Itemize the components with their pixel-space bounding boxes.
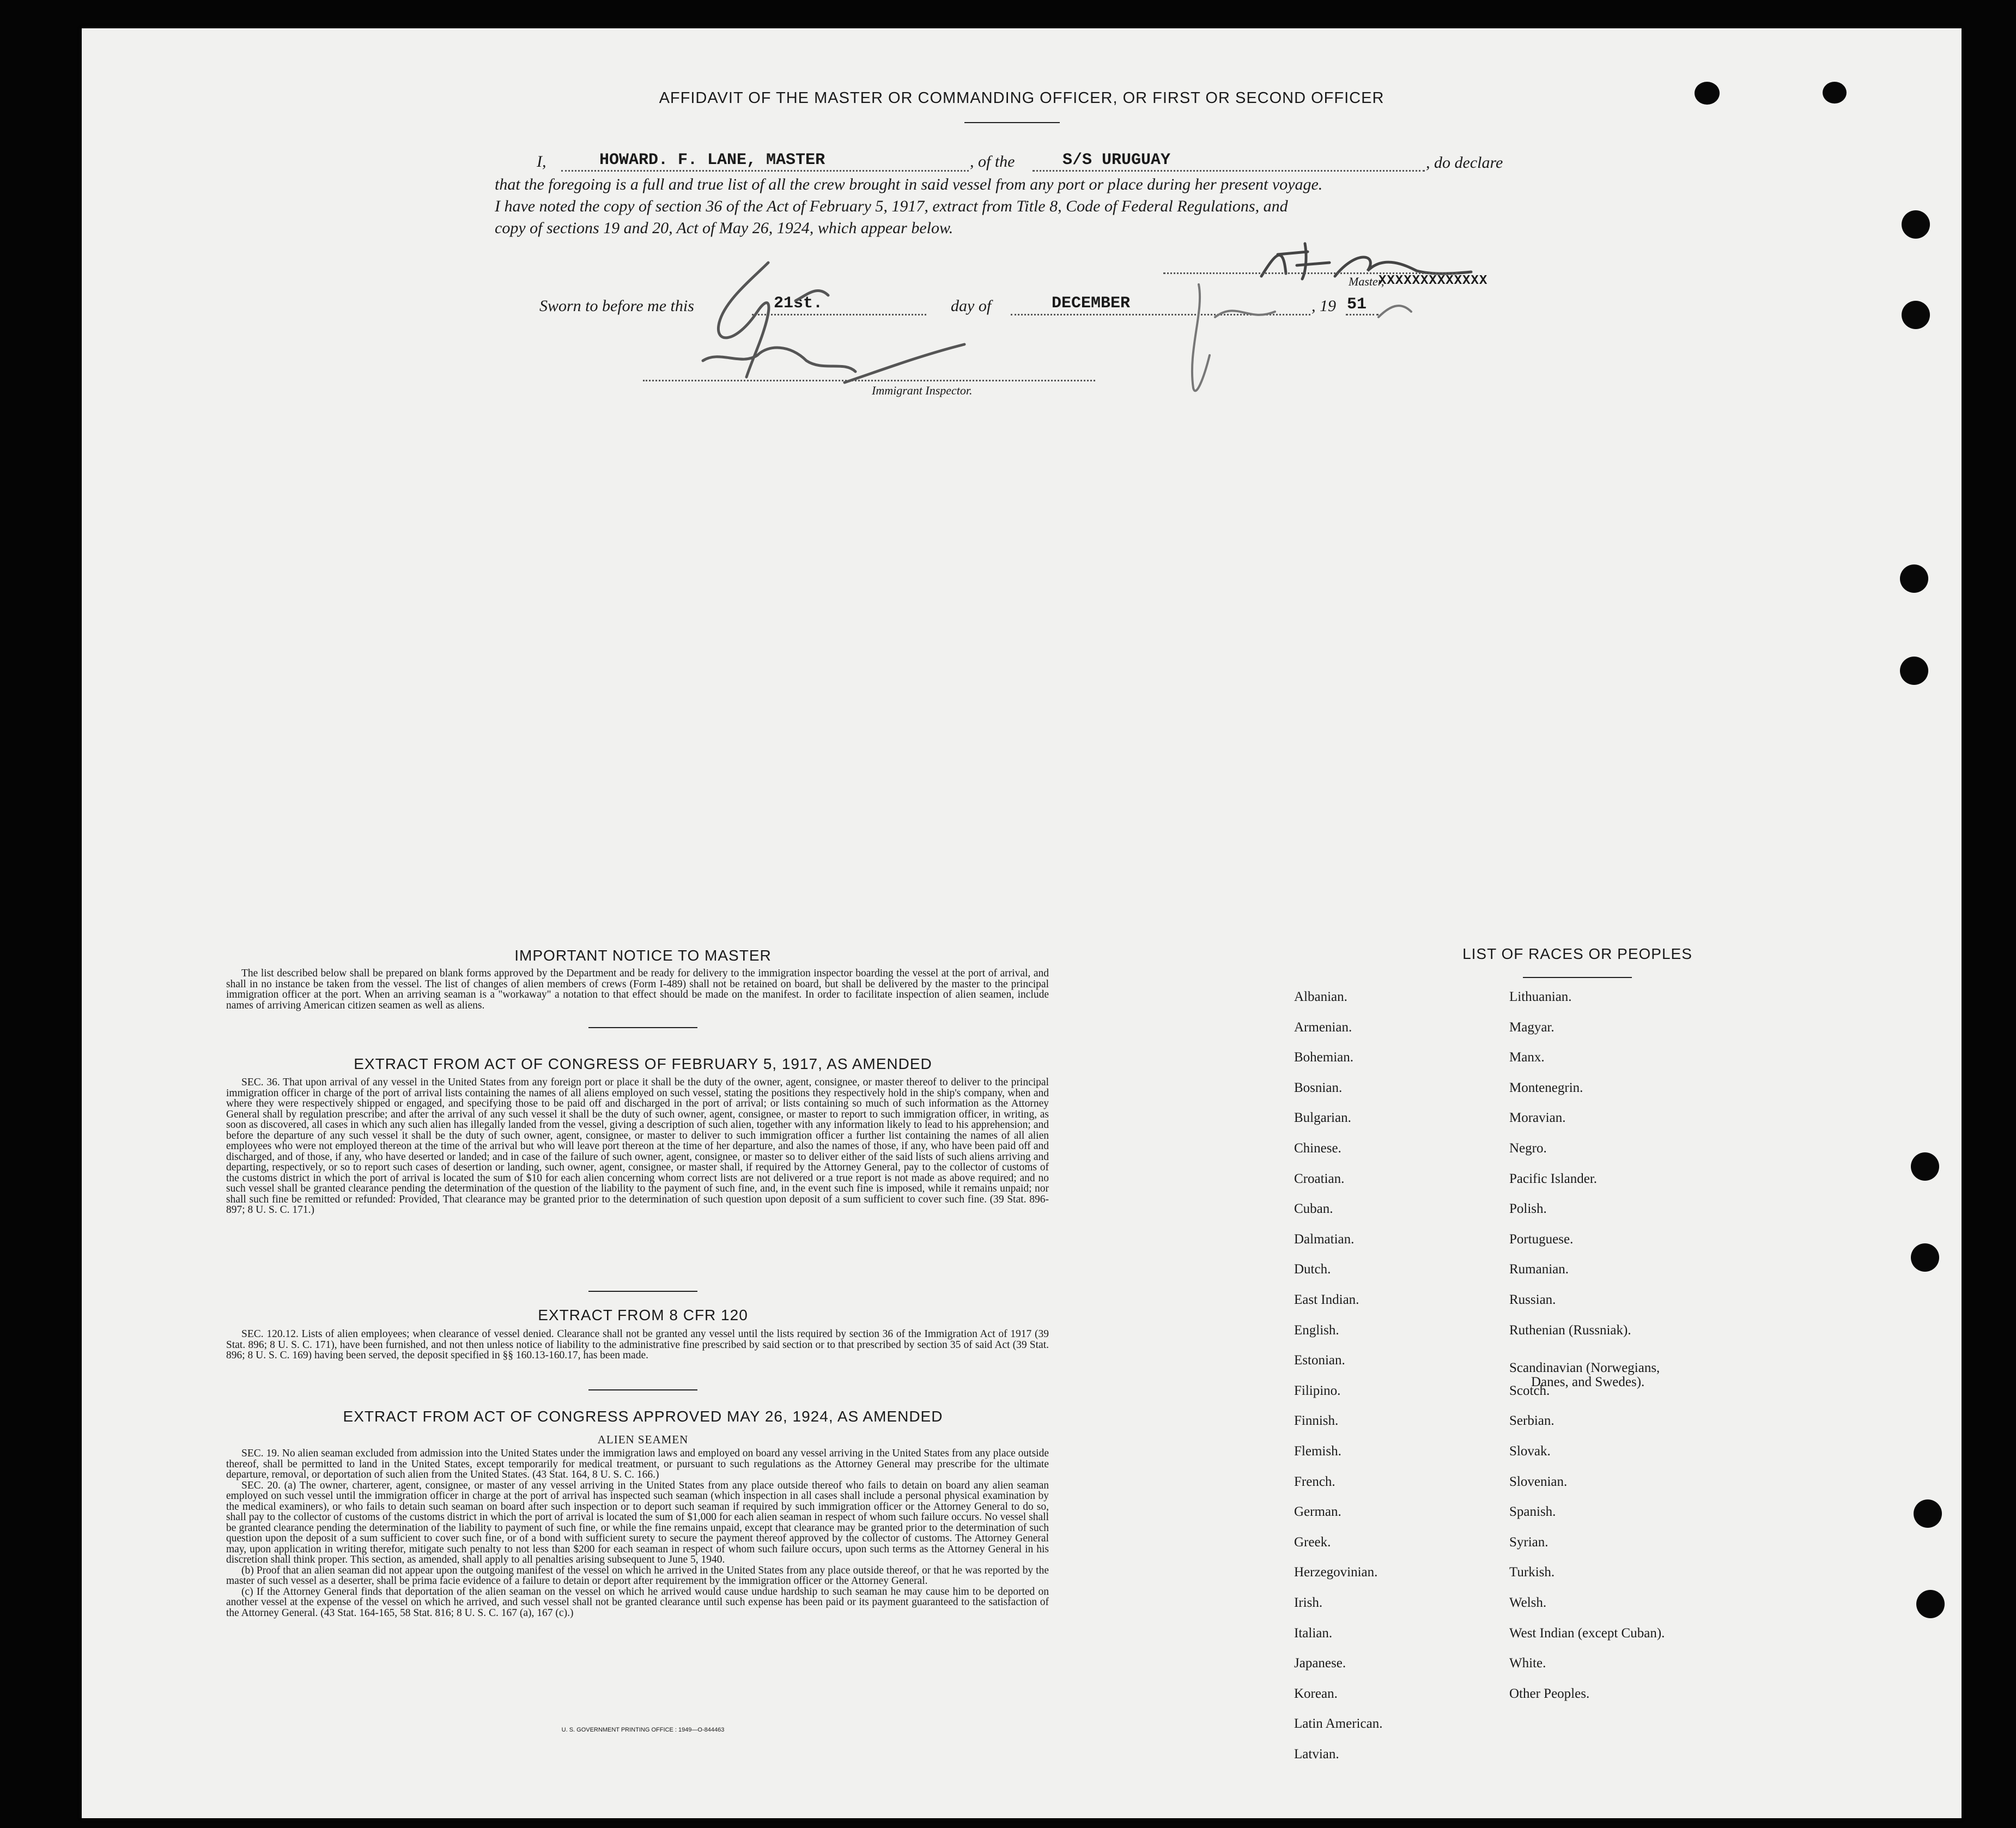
- extract-1917-title: EXTRACT FROM ACT OF CONGRESS OF FEBRUARY 5, 1917, AS AMENDED: [354, 1055, 932, 1072]
- master-name-field: HOWARD. F. LANE, MASTER: [599, 151, 825, 169]
- race-item: Scandinavian (Norwegians,: [1509, 1361, 1660, 1376]
- punch-hole: [1902, 301, 1930, 329]
- sec-20b: (b) Proof that an alien seaman did not appear upon the outgoing manifest of the vessel on which he arrived in the United States from any place outside thereof, or that he was reported by the master of such vessel as a deserter, shall be prima facie evidence of a failure to detain or deport after requirement by the immigration officer or the Attorney General.: [226, 1564, 1049, 1587]
- document-page: [82, 28, 1962, 1818]
- race-item: Ruthenian (Russniak).: [1509, 1322, 1631, 1338]
- do-declare-label: , do declare: [1426, 154, 1503, 172]
- race-item: Croatian.: [1294, 1171, 1345, 1186]
- race-item: Polish.: [1509, 1201, 1547, 1217]
- extract-1924-text: [226, 1448, 1049, 1618]
- race-item: Latvian.: [1294, 1747, 1339, 1762]
- race-item: English.: [1294, 1322, 1339, 1338]
- race-item: Russian.: [1509, 1292, 1556, 1307]
- punch-hole: [1823, 82, 1847, 104]
- vessel-underline: [1033, 170, 1425, 172]
- cfr-text: SEC. 120.12. Lists of alien employees; when clearance of vessel denied. Clearance shall not be granted any vessel until the lists required by section 36 of the Immigration Act of 1917 (39 Stat. 896; 8 U. S. C. 171), have been furnished, and not then unless notice of liability to the administrative fine prescribed by said section or to that prescribed by section 35 of said Act (39 Stat. 896; 8 U. S. C. 169) having been served, the deposit specified in §§ 160.13-160.17, has been made.: [226, 1328, 1049, 1361]
- race-item: Chinese.: [1294, 1141, 1341, 1156]
- affidavit-title: AFFIDAVIT OF THE MASTER OR COMMANDING OFFICER, OR FIRST OR SECOND OFFICER: [659, 89, 1385, 107]
- day-field: 21st.: [774, 294, 823, 313]
- race-item: Cuban.: [1294, 1201, 1333, 1217]
- race-item: Herzegovinian.: [1294, 1565, 1378, 1580]
- race-item: Filipino.: [1294, 1383, 1341, 1398]
- race-item: Danes, and Swedes).: [1531, 1375, 1645, 1390]
- race-item: German.: [1294, 1504, 1341, 1520]
- i-label: I,: [537, 153, 546, 171]
- title-divider: [964, 122, 1060, 123]
- master-label: Master,: [1349, 275, 1385, 288]
- cfr-title: EXTRACT FROM 8 CFR 120: [538, 1307, 748, 1323]
- declaration-line-4: copy of sections 19 and 20, Act of May 26, 1924, which appear below.: [495, 219, 954, 237]
- race-item: Latin American.: [1294, 1716, 1383, 1732]
- race-item: Flemish.: [1294, 1444, 1341, 1459]
- punch-hole: [1695, 82, 1720, 105]
- punch-hole: [1902, 210, 1930, 239]
- race-item: Manx.: [1509, 1050, 1545, 1065]
- race-item: Welsh.: [1509, 1595, 1547, 1610]
- race-item: Spanish.: [1509, 1504, 1556, 1520]
- punch-hole: [1911, 1243, 1939, 1272]
- race-item: Syrian.: [1509, 1534, 1549, 1550]
- punch-hole: [1900, 657, 1928, 685]
- race-item: Slovenian.: [1509, 1474, 1568, 1489]
- race-item: French.: [1294, 1474, 1335, 1489]
- year-field: 51: [1347, 295, 1367, 314]
- race-item: Magyar.: [1509, 1019, 1554, 1035]
- race-item: Finnish.: [1294, 1413, 1339, 1429]
- race-item: East Indian.: [1294, 1292, 1359, 1307]
- race-item: Irish.: [1294, 1595, 1323, 1610]
- race-item: Estonian.: [1294, 1353, 1345, 1368]
- declaration-line-3: I have noted the copy of section 36 of the Act of February 5, 1917, extract from Title 8, Code of Federal Regulations, and: [495, 197, 1288, 215]
- sec-20a: SEC. 20. (a) The owner, charterer, agent, consignee, or master of any vessel arriving in the United States from any place outside thereof who fails to detain on board any alien seaman employed on such vessel until the immigration officer in charge at the port of arrival has inspected such seaman (which inspection in all cases shall include a personal physical examination by the medical examiners), or who fails to detain such seaman on board after such inspection or to deport such seaman if required by such immigration officer or the Attorney General to do so, shall pay to the collector of customs of the customs district in which the port of arrival is located the sum of $1,000 for each alien seaman in respect of whom such failure occurs. No vessel shall be granted clearance pending the determination of the liability to payment of such fine, or while the fine remains unpaid, except that clearance may be granted prior to the determination of such question upon the deposit of a sum sufficient to cover such fine, or of a bond with sufficient surety to secure the payment thereof approved by the collector of customs. The Attorney General may, upon application in writing therefor, mitigate such penalty to not less than $200 for each seaman in respect of whom such failure occurs, upon such terms as the Attorney General in his discretion shall think proper. This section, as amended, shall apply to all penalties arising subsequent to June 5, 1940.: [226, 1479, 1049, 1565]
- race-item: Armenian.: [1294, 1019, 1352, 1035]
- sec-20c: (c) If the Attorney General finds that deportation of the alien seaman on the vessel on which he arrived would cause undue hardship to such seaman he may cause him to be deported on another vessel at the expense of the vessel on which he arrived, and such vessel shall not be granted clearance until such expense has been paid or its payment guaranteed to the satisfaction of the Attorney General. (43 Stat. 164-165, 58 Stat. 816; 8 U. S. C. 167 (a), 167 (c).): [226, 1586, 1049, 1619]
- race-item: Bohemian.: [1294, 1050, 1354, 1065]
- race-item: Negro.: [1509, 1141, 1547, 1156]
- name-underline: [561, 170, 969, 172]
- race-item: Korean.: [1294, 1686, 1338, 1701]
- notice-title: IMPORTANT NOTICE TO MASTER: [514, 947, 772, 964]
- punch-hole: [1900, 564, 1928, 593]
- sec-19: SEC. 19. No alien seaman excluded from admission into the United States under the immigration laws and employed on board any vessel arriving in the United States from any place outside thereof, shall be permitted to land in the United States, except temporarily for medical treatment, or pursuant to such regulations as the Attorney General may prescribe for the ultimate departure, removal, or deportation of such alien from the United States. (43 Stat. 164, 8 U. S. C. 166.): [226, 1448, 1049, 1480]
- race-item: Portuguese.: [1509, 1231, 1574, 1247]
- race-item: Japanese.: [1294, 1656, 1346, 1671]
- race-item: Other Peoples.: [1509, 1686, 1590, 1701]
- race-item: White.: [1509, 1656, 1546, 1671]
- race-item: Moravian.: [1509, 1110, 1566, 1126]
- notice-text: The list described below shall be prepared on blank forms approved by the Department and be ready for delivery to the immigration inspector boarding the vessel at the port of arrival, and shall in no instance be taken from the vessel. The list of changes of alien members of crews (Form I-489) shall not be retained on board, but shall be delivered by the master to the principal immigration officer at the port. When an arriving seaman is a "workaway" a notation to that effect should be made on the manifest. In order to facilitate inspection of alien seamen, include names of arriving American citizen seamen as well as aliens.: [226, 968, 1049, 1011]
- alien-seamen-subtitle: ALIEN SEAMEN: [597, 1433, 689, 1446]
- extract-1924-title: EXTRACT FROM ACT OF CONGRESS APPROVED MAY 26, 1924, AS AMENDED: [343, 1408, 943, 1425]
- race-item: Bulgarian.: [1294, 1110, 1351, 1126]
- punch-hole: [1916, 1590, 1945, 1618]
- day-of-label: day of: [951, 297, 992, 315]
- race-item: Montenegrin.: [1509, 1080, 1583, 1095]
- year-prefix: , 19: [1311, 297, 1336, 315]
- sworn-label: Sworn to before me this: [539, 297, 694, 315]
- race-item: Lithuanian.: [1509, 989, 1572, 1004]
- struck-title: XXXXXXXXXXXXX: [1379, 274, 1488, 288]
- month-field: DECEMBER: [1052, 294, 1131, 313]
- divider-3: [588, 1389, 697, 1390]
- race-item: Serbian.: [1509, 1413, 1554, 1429]
- race-item: Turkish.: [1509, 1565, 1555, 1580]
- races-title: LIST OF RACES OR PEOPLES: [1462, 945, 1692, 962]
- inspector-signature: [627, 235, 1471, 415]
- divider-1: [588, 1027, 697, 1028]
- race-item: Bosnian.: [1294, 1080, 1343, 1095]
- vessel-name-field: S/S URUGUAY: [1062, 151, 1171, 169]
- race-item: Albanian.: [1294, 989, 1347, 1004]
- inspector-signature-line: [643, 380, 1095, 381]
- race-item: Dutch.: [1294, 1262, 1331, 1277]
- race-item: Pacific Islander.: [1509, 1171, 1598, 1186]
- extract-1917-text: SEC. 36. That upon arrival of any vessel in the United States from any foreign port or place it shall be the duty of the owner, agent, consignee, or master thereof to deliver to the principal immigration officer in charge of the port of arrival lists containing the names of all aliens employed on such vessel, stating the positions they respectively hold in the ship's company, when and where they were respectively shipped or engaged, and specifying those to be paid off and discharged in the port of arrival; or lists containing so much of such information as the Attorney General shall by regulation prescribe; and after the arrival of any such vessel it shall be the duty of such owner, agent, consignee, or master to report to such immigration officer, in writing, as soon as discovered, all cases in which any such alien has illegally landed from the vessel, giving a description of such alien, together with any information likely to lead to his apprehension; and before the departure of any such vessel it shall be the duty of such owner, agent, consignee, or master to deliver to such immigration officer a further list containing the names of all alien employees who were not employed thereon at the time of the arrival but who will leave port thereon at the time of her departure, and also the names of those, if any, who have been paid off and discharged, and of those, if any, who have deserted or landed; and in case of the failure of such owner, agent, consignee, or master so to deliver either of the said lists of such aliens arriving and departing, respectively, or so to report such cases of desertion or landing, such owner, agent, consignee, or master shall, if required by the Attorney General, pay to the collector of customs of the customs district in which the port of arrival is located the sum of $10 for each alien concerning whom correct lists are not delivered or a true report is not made as above required; and no such vessel shall be granted clearance pending the determination of the question of the liability to the payment of such fine, and, in the event such fine is imposed, while it remains unpaid; nor shall such fine be remitted or refunded: Provided, That clearance may be granted prior to the determination of such question upon deposit of a sum sufficient to cover such fine. (39 Stat. 896-897; 8 U. S. C. 171.): [226, 1077, 1049, 1216]
- race-item: Rumanian.: [1509, 1262, 1569, 1277]
- printer-imprint: U. S. GOVERNMENT PRINTING OFFICE : 1949—O-844463: [561, 1727, 725, 1733]
- inspector-label: Immigrant Inspector.: [872, 384, 973, 397]
- races-divider: [1523, 977, 1632, 978]
- punch-hole: [1911, 1152, 1939, 1181]
- race-item: Greek.: [1294, 1534, 1331, 1550]
- of-the-label: , of the: [970, 153, 1015, 171]
- race-item: Italian.: [1294, 1625, 1333, 1641]
- punch-hole: [1914, 1499, 1942, 1528]
- race-item: Dalmatian.: [1294, 1231, 1355, 1247]
- divider-2: [588, 1291, 697, 1292]
- race-item: Slovak.: [1509, 1444, 1551, 1459]
- declaration-line-2: that the foregoing is a full and true list of all the crew brought in said vessel from any port or place during her present voyage.: [495, 175, 1323, 193]
- race-item: West Indian (except Cuban).: [1509, 1625, 1665, 1641]
- race-item: Scotch.: [1509, 1383, 1550, 1398]
